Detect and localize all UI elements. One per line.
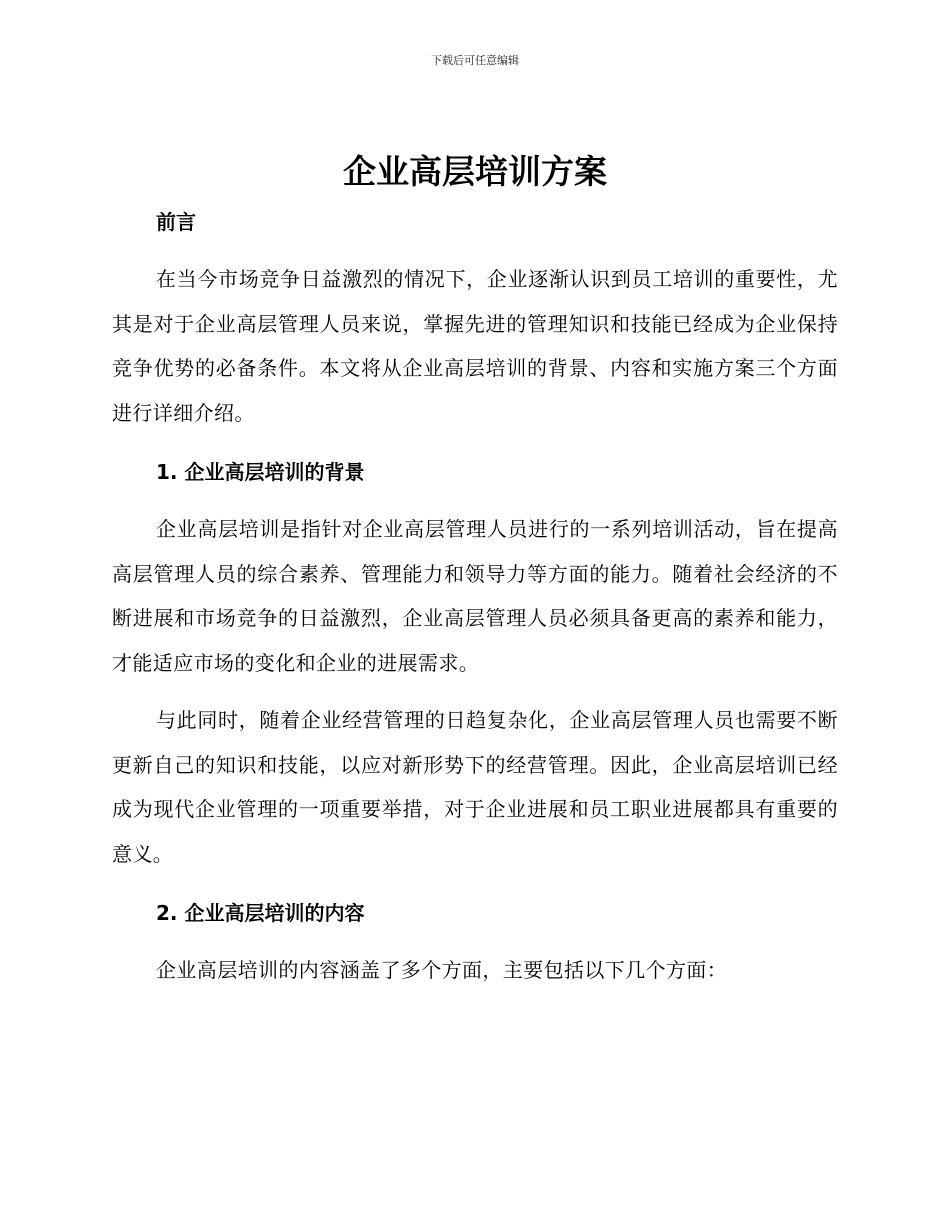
paragraph-background-2: 与此同时，随着企业经营管理的日趋复杂化，企业高层管理人员也需要不断更新自己的知识和技能，以应对新形势下的经营管理。因此，企业高层培训已经成为现代企业管理的一项重要举措，对于企业进展和员工职业进展都具有重要的意义。 [112, 708, 838, 866]
page-header-note: 下载后可任意编辑 [431, 54, 519, 67]
section-heading-content: 2. 企业高层培训的内容 [156, 901, 365, 925]
paragraph-background-1: 企业高层培训是指针对企业高层管理人员进行的一系列培训活动，旨在提高高层管理人员的综合素养、管理能力和领导力等方面的能力。随着社会经济的不断进展和市场竞争的日益激烈，企业高层管理人员必须具备更高的素养和能力，才能适应市场的变化和企业的进展需求。 [112, 517, 838, 675]
section-heading-preface: 前言 [156, 210, 196, 234]
section-heading-background: 1. 企业高层培训的背景 [156, 460, 365, 484]
paragraph-preface: 在当今市场竞争日益激烈的情况下，企业逐渐认识到员工培训的重要性，尤其是对于企业高层管理人员来说，掌握先进的管理知识和技能已经成为企业保持竞争优势的必备条件。本文将从企业高层培训的背景、内容和实施方案三个方面进行详细介绍。 [112, 267, 838, 425]
document-title: 企业高层培训方案 [343, 152, 607, 191]
paragraph-content-intro: 企业高层培训的内容涵盖了多个方面，主要包括以下几个方面： [156, 958, 728, 982]
